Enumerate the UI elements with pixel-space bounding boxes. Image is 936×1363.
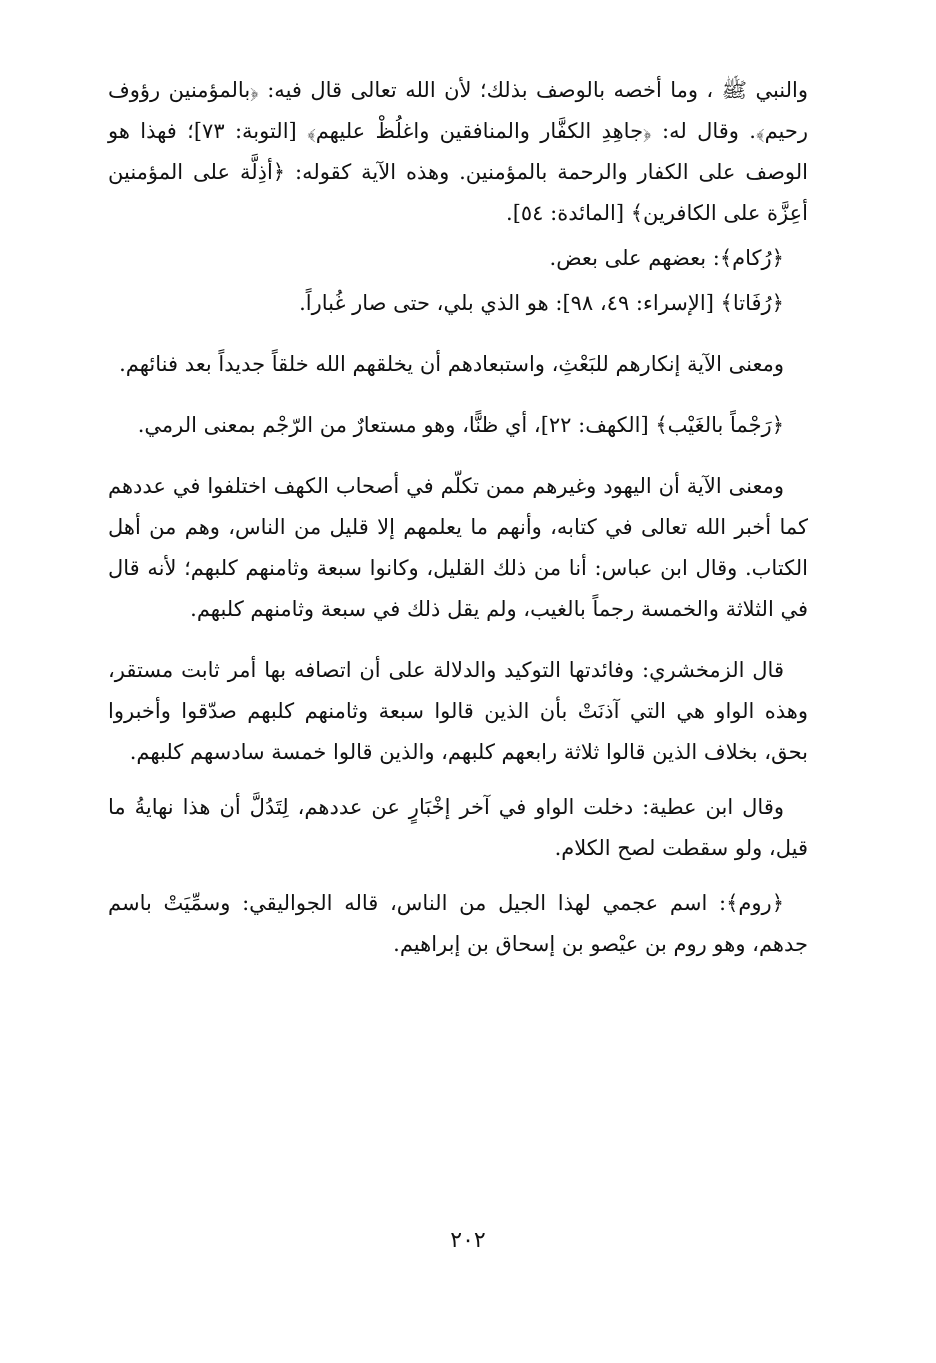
page-number: ٢٠٢ — [450, 1228, 486, 1253]
paragraph-2: ﴿رُكام﴾: بعضهم على بعض. — [549, 246, 784, 270]
page-body — [108, 70, 808, 1280]
paragraph-8: وقال ابن عطية: دخلت الواو في آخر إخْبَارٍ عن عددهم، لِتَدُلَّ أن هذا نهايةُ ما قيل، ولو سقطت لصح الكلام. — [108, 795, 808, 860]
paragraph-4: ومعنى الآية إنكارهم للبَعْثِ، واستبعادهم أن يخلقهم الله خلقاً جديداً بعد فنائهم. — [119, 352, 784, 376]
paragraph-6: ومعنى الآية أن اليهود وغيرهم ممن تكلّم في أصحاب الكهف اختلفوا في عددهم كما أخبر الله تعالى في كتابه، وأنهم ما يعلمهم إلا قليل من الناس، وهم من أهل الكتاب. وقال ابن عباس: أنا من ذلك القليل، وكانوا سبعة وثامنهم كلبهم؛ لأنه قال في الثلاثة والخمسة رجماً بالغيب، ولم يقل ذلك في سبعة وثامنهم كلبهم. — [108, 474, 808, 621]
paragraph-1: والنبي ﷺ ، وما أخصه بالوصف بذلك؛ لأن الله تعالى قال فيه: ﴿بالمؤمنين رؤوف رحيم﴾. وقال له: ﴿جاهِدِ الكفَّار والمنافقين واغلُظْ عليهم﴾ [التوبة: ٧٣]؛ فهذا هو الوصف على الكفار والرحمة بالمؤمنين. وهذه الآية كقوله: ﴿أذِلَّة على المؤمنين أعِزَّة على الكافرين﴾ [المائدة: ٥٤]. — [108, 78, 808, 225]
paragraph-3: ﴿رُفَاتا﴾ [الإسراء: ٤٩، ٩٨]: هو الذي بلي، حتى صار غُباراً. — [299, 291, 784, 315]
paragraph-7: قال الزمخشري: وفائدتها التوكيد والدلالة على أن اتصافه بها أمر ثابت مستقر، وهذه الواو هي التي آذنَتْ بأن الذين قالوا سبعة وثامنهم كلبهم صدّقوا وأخبروا بحق، بخلاف الذين قالوا ثلاثة رابعهم كلبهم، والذين قالوا خمسة سادسهم كلبهم. — [108, 658, 808, 764]
paragraph-5: ﴿رَجْماً بالغَيْب﴾ [الكهف: ٢٢]، أي ظنًّا، وهو مستعارٌ من الرّجْم بمعنى الرمي. — [137, 413, 784, 437]
paragraph-9: ﴿روم﴾: اسم عجمي لهذا الجيل من الناس، قاله الجواليقي: وسمِّيَتْ باسم جدهم، وهو روم بن عيْصو بن إسحاق بن إبراهيم. — [108, 891, 808, 956]
